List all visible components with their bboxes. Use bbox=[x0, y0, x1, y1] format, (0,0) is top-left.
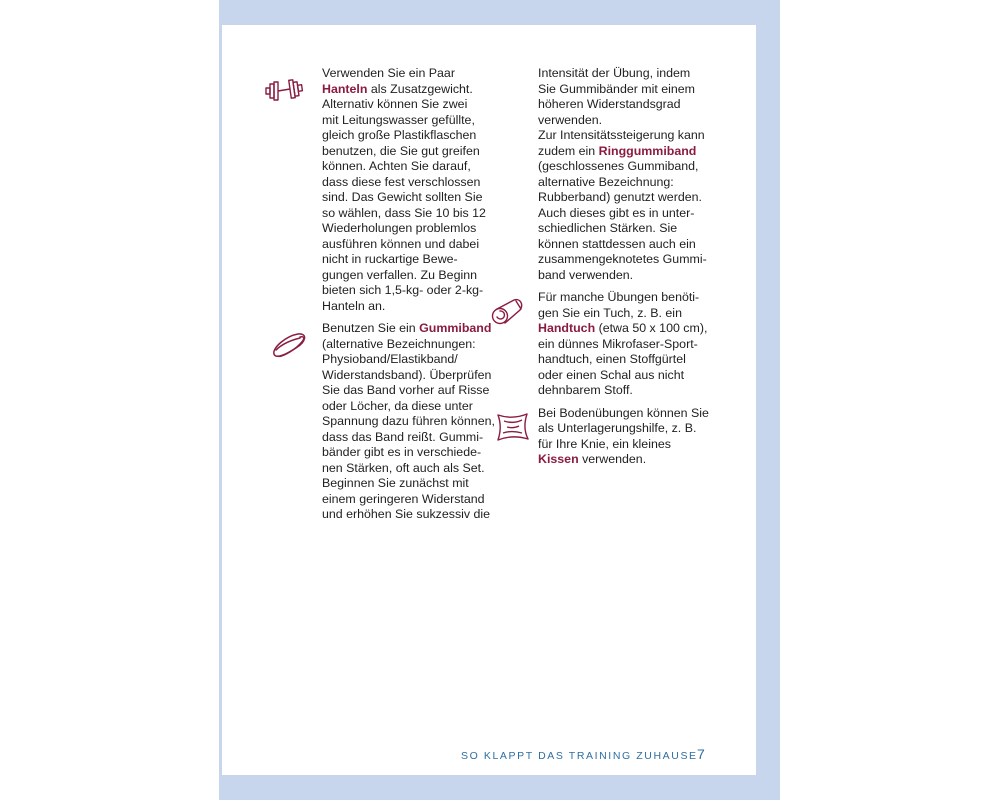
text-line bbox=[538, 321, 718, 337]
dumbbell-icon bbox=[263, 76, 305, 104]
text-line: gen Sie ein Tuch, z. B. ein bbox=[538, 305, 682, 320]
text-line: Widerstandsband). Überprüfen bbox=[322, 367, 492, 382]
cushion-icon bbox=[495, 411, 531, 443]
text-line: nen Stärken, oft auch als Set. bbox=[322, 460, 485, 475]
paragraph-kissen bbox=[538, 406, 718, 468]
text-line: können stattdessen auch ein bbox=[538, 236, 696, 251]
right-column bbox=[538, 66, 718, 475]
text-line bbox=[538, 452, 718, 468]
text-fragment: zudem ein bbox=[538, 143, 599, 158]
text-line: (geschlossenes Gummiband, bbox=[538, 159, 699, 173]
text-line: und erhöhen Sie sukzessiv die bbox=[322, 507, 491, 521]
text-line: Physioband/Elastikband/ bbox=[322, 352, 458, 366]
text-line: Hanteln an. bbox=[322, 298, 386, 313]
text-line: Intensität der Übung, indem bbox=[538, 66, 691, 80]
text-line: verwenden. bbox=[538, 112, 603, 127]
text-line: handtuch, einen Stoffgürtel bbox=[538, 352, 686, 366]
text-line: oder Löcher, da diese unter bbox=[322, 398, 473, 413]
text-line: dass das Band reißt. Gummi- bbox=[322, 429, 484, 444]
text-line: Sie Gummibänder mit einem bbox=[538, 81, 696, 96]
highlight-term-gummiband: Gummiband bbox=[419, 321, 492, 335]
text-line: nicht in ruckartige Bewe- bbox=[322, 252, 458, 266]
text-line: Zur Intensitätssteigerung kann bbox=[538, 128, 705, 142]
text-line: Auch dieses gibt es in unter- bbox=[538, 205, 695, 220]
text-line: ein dünnes Mikrofaser-Sport- bbox=[538, 336, 698, 351]
left-column bbox=[322, 66, 497, 530]
text-fragment: Benutzen Sie ein bbox=[322, 321, 420, 335]
text-fragment: verwenden. bbox=[578, 452, 647, 466]
text-line: Sie das Band vorher auf Risse bbox=[322, 383, 490, 397]
text-line: Verwenden Sie ein Paar bbox=[322, 66, 455, 80]
paragraph-hanteln bbox=[322, 66, 497, 314]
text-line: einem geringeren Widerstand bbox=[322, 491, 485, 506]
text-line: dass diese fest verschlossen bbox=[322, 174, 481, 189]
text-line: benutzen, die Sie gut greifen bbox=[322, 143, 480, 158]
text-line: als Unterlagerungshilfe, z. B. bbox=[538, 421, 697, 435]
text-line: höheren Widerstandsgrad bbox=[538, 97, 681, 111]
highlight-term-hanteln: Hanteln bbox=[322, 81, 368, 96]
paragraph-ringgummiband bbox=[538, 66, 718, 283]
text-line: mit Leitungswasser gefüllte, bbox=[322, 112, 475, 127]
paragraph-handtuch bbox=[538, 290, 718, 399]
text-fragment: (etwa 50 x 100 cm), bbox=[595, 321, 708, 335]
text-line: oder einen Schal aus nicht bbox=[538, 367, 685, 382]
text-line: gleich große Plastikflaschen bbox=[322, 128, 477, 142]
text-line: bieten sich 1,5-kg- oder 2-kg- bbox=[322, 283, 484, 297]
text-line: band verwenden. bbox=[538, 267, 634, 282]
text-line: bänder gibt es in verschiede- bbox=[322, 445, 482, 459]
highlight-term-kissen: Kissen bbox=[538, 452, 579, 466]
text-line: dehnbarem Stoff. bbox=[538, 383, 633, 397]
page-number: 7 bbox=[697, 746, 705, 762]
text-line: können. Achten Sie darauf, bbox=[322, 159, 471, 173]
text-line: für Ihre Knie, ein kleines bbox=[538, 436, 671, 451]
text-line: gungen verfallen. Zu Beginn bbox=[322, 267, 477, 282]
text-line: (alternative Bezeichnungen: bbox=[322, 336, 476, 351]
text-line bbox=[322, 321, 497, 337]
text-line: Rubberband) genutzt werden. bbox=[538, 190, 702, 204]
text-line: Bei Bodenübungen können Sie bbox=[538, 405, 709, 420]
text-line: ausführen können und dabei bbox=[322, 236, 480, 251]
text-line: zusammengeknotetes Gummi- bbox=[538, 252, 707, 266]
text-line: Beginnen Sie zunächst mit bbox=[322, 476, 469, 490]
text-line: Für manche Übungen benöti- bbox=[538, 290, 700, 304]
text-fragment: als Zusatzgewicht. bbox=[367, 81, 473, 96]
paragraph-gummiband bbox=[322, 321, 497, 523]
text-line: schiedlichen Stärken. Sie bbox=[538, 221, 678, 235]
resistance-band-icon bbox=[270, 330, 310, 362]
text-line: Wiederholungen problemlos bbox=[322, 221, 477, 235]
text-line bbox=[538, 144, 718, 160]
text-line bbox=[322, 82, 497, 98]
text-line: sind. Das Gewicht sollten Sie bbox=[322, 190, 483, 204]
highlight-term-ringgummiband: Ringgummiband bbox=[598, 143, 697, 158]
highlight-term-handtuch: Handtuch bbox=[538, 321, 596, 335]
text-line: so wählen, dass Sie 10 bis 12 bbox=[322, 205, 486, 220]
text-line: alternative Bezeichnung: bbox=[538, 174, 674, 189]
text-line: Alternativ können Sie zwei bbox=[322, 97, 468, 111]
text-line: Spannung dazu führen können, bbox=[322, 414, 495, 428]
footer-section-title: SO KLAPPT DAS TRAINING ZUHAUSE bbox=[461, 750, 698, 762]
